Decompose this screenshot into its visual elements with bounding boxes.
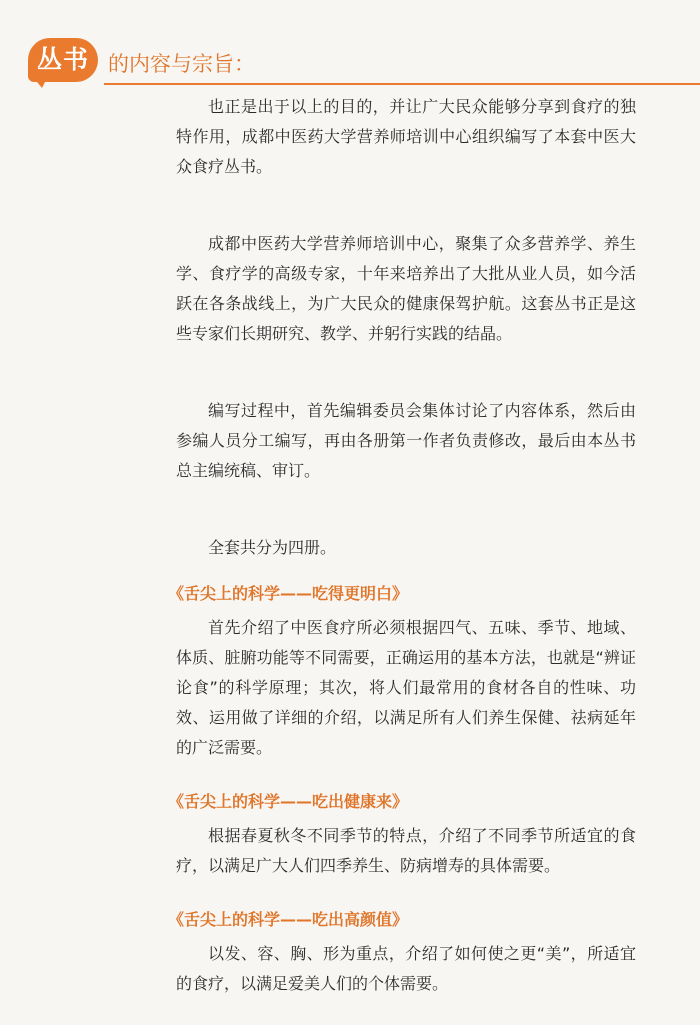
main-content [168,92,636,1025]
book-title: 《舌尖上的科学——吃出健康来》 [168,792,409,811]
book-description: 以发、容、胸、形为重点，介绍了如何使之更“美”，所适宜的食疗，以满足爱美人们的个体需要。 [176,944,636,993]
badge-tail [32,76,48,88]
paragraph-purpose: 也正是出于以上的目的，并让广大民众能够分享到食疗的独特作用，成都中医药大学营养师培训中心组织编写了本套中医大众食疗丛书。 [176,97,636,176]
book-description: 首先介绍了中医食疗所必须根据四气、五味、季节、地域、体质、脏腑功能等不同需要，正确运用的基本方法，也就是“辨证论食”的科学原理；其次，将人们最常用的食材各自的性味、功效、运用做了详细的介绍，以满足所有人们养生保健、祛病延年的广泛需要。 [176,618,636,757]
book-title: 《舌尖上的科学——吃出高颜值》 [168,910,409,929]
section-title: 的内容与宗旨： [108,52,255,76]
header-divider [104,83,700,85]
paragraph-volumes: 全套共分为四册。 [208,538,337,557]
book-title: 《舌尖上的科学——吃得更明白》 [168,584,409,603]
paragraph-center: 成都中医药大学营养师培训中心，聚集了众多营养学、养生学、食疗学的高级专家，十年来培养出了大批从业人员，如今活跃在各条战线上，为广大民众的健康保驾护航。这套丛书正是这些专家们长期研究、教学、并躬行实践的结晶。 [176,234,636,343]
section-header [28,38,700,88]
paragraph-process: 编写过程中，首先编辑委员会集体讨论了内容体系，然后由参编人员分工编写，再由各册第一作者负责修改，最后由本丛书总主编统稿、审订。 [176,401,636,480]
book-section-3 [168,907,636,999]
book-section-1 [168,581,636,763]
series-badge: 丛书 [28,38,98,82]
book-section-2 [168,789,636,881]
book-description: 根据春夏秋冬不同季节的特点，介绍了不同季节所适宜的食疗，以满足广大人们四季养生、防病增寿的具体需要。 [176,826,636,875]
